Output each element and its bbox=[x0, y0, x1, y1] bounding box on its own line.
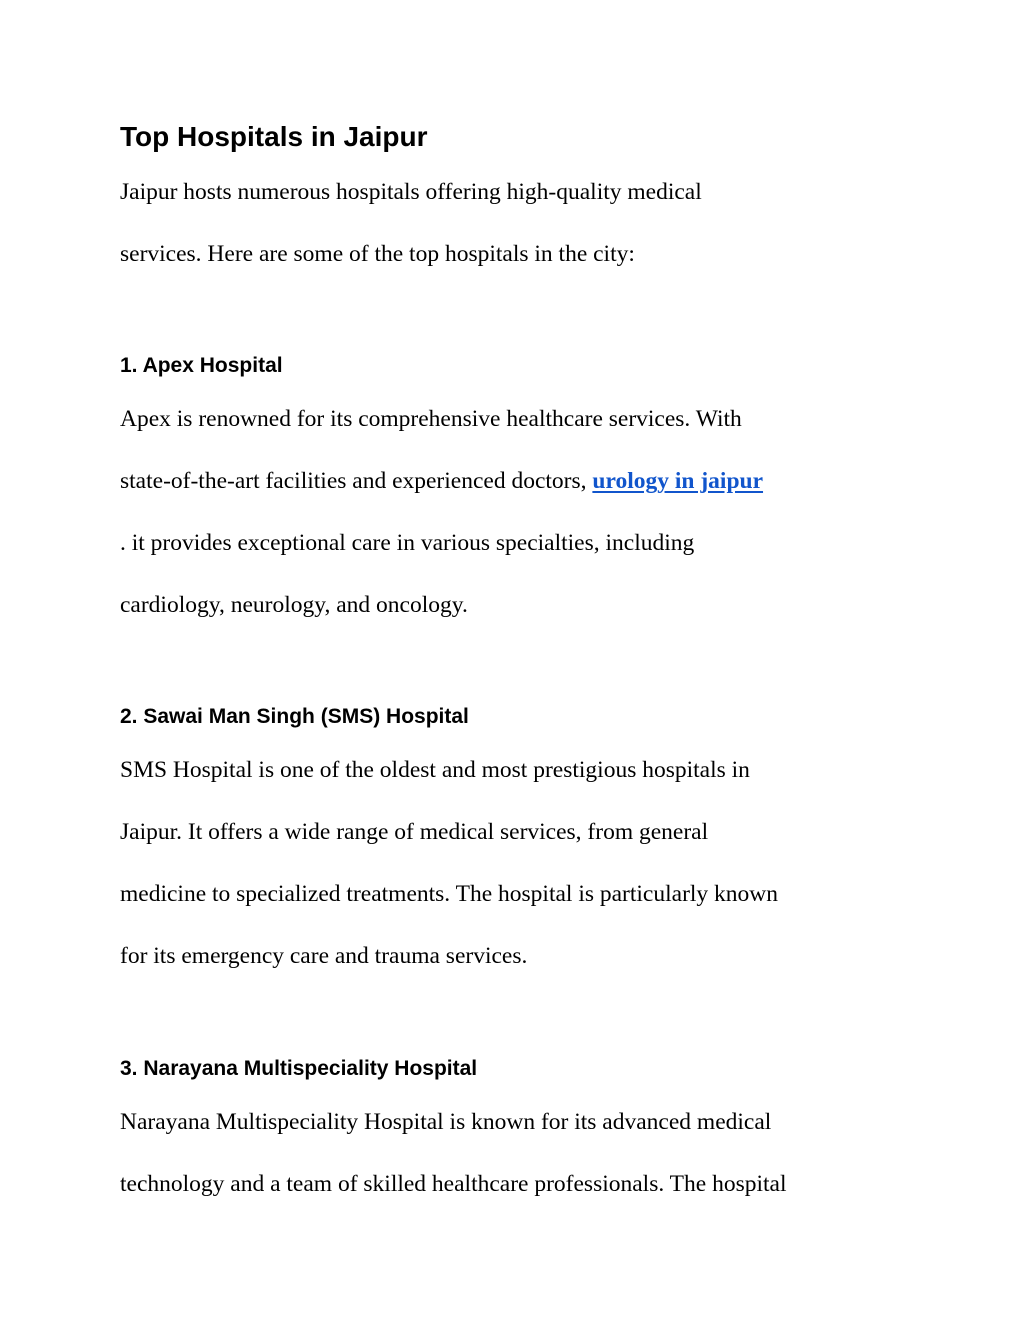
intro-line-2: services. Here are some of the top hospitals in the city: bbox=[120, 241, 635, 267]
apex-line-2-text: state-of-the-art facilities and experienced doctors, bbox=[120, 468, 593, 494]
narayana-line-1: Narayana Multispeciality Hospital is known for its advanced medical bbox=[120, 1109, 772, 1135]
page-title: Top Hospitals in Jaipur bbox=[120, 121, 428, 152]
section-heading-sms: 2. Sawai Man Singh (SMS) Hospital bbox=[120, 705, 469, 728]
section-heading-apex: 1. Apex Hospital bbox=[120, 354, 283, 377]
intro-line-1: Jaipur hosts numerous hospitals offering high-quality medical bbox=[120, 179, 702, 205]
apex-line-1: Apex is renowned for its comprehensive healthcare services. With bbox=[120, 406, 742, 432]
narayana-line-2: technology and a team of skilled healthcare professionals. The hospital bbox=[120, 1171, 787, 1197]
urology-link[interactable]: urology in jaipur bbox=[592, 468, 764, 494]
sms-line-3: medicine to specialized treatments. The hospital is particularly known bbox=[120, 881, 779, 907]
sms-line-4: for its emergency care and trauma services. bbox=[120, 943, 528, 969]
sms-line-1: SMS Hospital is one of the oldest and most prestigious hospitals in bbox=[120, 757, 750, 783]
apex-line-2 bbox=[120, 465, 763, 497]
apex-line-4: cardiology, neurology, and oncology. bbox=[120, 592, 468, 618]
apex-line-3: . it provides exceptional care in various specialties, including bbox=[120, 530, 695, 556]
sms-line-2: Jaipur. It offers a wide range of medical services, from general bbox=[120, 819, 709, 845]
section-heading-narayana: 3. Narayana Multispeciality Hospital bbox=[120, 1057, 478, 1080]
